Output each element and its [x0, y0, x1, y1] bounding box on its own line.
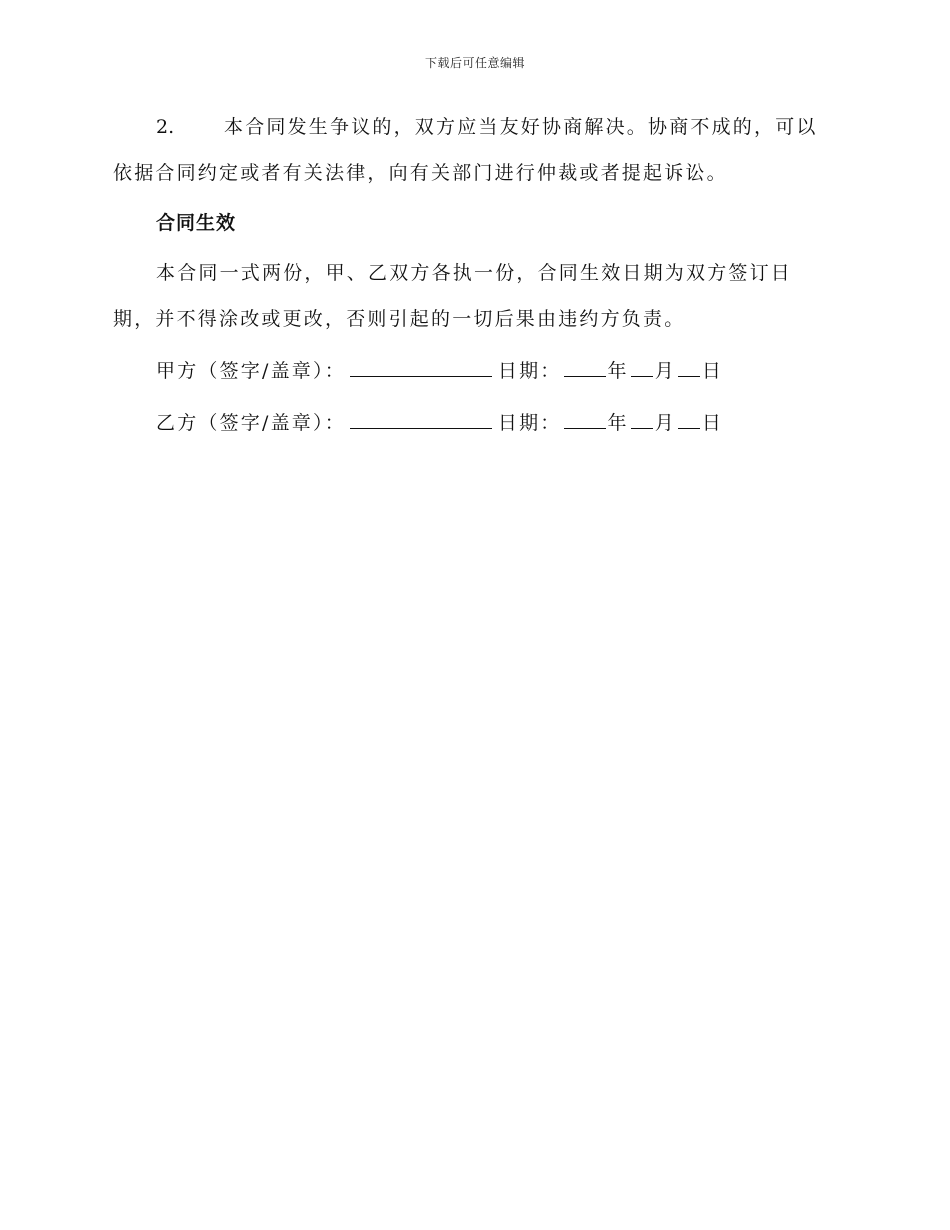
signature-line-party-a [156, 348, 833, 394]
section-title: 合同生效 [156, 212, 237, 234]
party-label: 乙方（签字/盖章）： [156, 412, 346, 434]
signature-blank[interactable] [350, 414, 492, 429]
signature-line-party-b [156, 400, 833, 446]
clause-2 [113, 104, 833, 196]
page-header: 下载后可任意编辑 [424, 56, 525, 70]
day-label: 日 [701, 412, 724, 434]
year-label: 年 [607, 412, 629, 434]
clause-2-text-2: 依据合同约定或者有关法律，向有关部门进行仲裁或者提起诉讼。 [113, 162, 728, 184]
day-blank[interactable] [678, 414, 700, 429]
date-label: 日期： [497, 412, 562, 434]
day-blank[interactable] [678, 362, 700, 377]
effect-text-2: 期，并不得涂改或更改，否则引起的一切后果由违约方负责。 [113, 308, 686, 330]
clause-2-first-line [113, 104, 833, 150]
year-blank[interactable] [564, 414, 606, 429]
clause-2-text-1: 本合同发生争议的，双方应当友好协商解决。协商不成的，可以 [224, 116, 818, 138]
month-label: 月 [654, 412, 676, 434]
clause-number: 2. [156, 116, 175, 138]
year-blank[interactable] [564, 362, 606, 377]
month-label: 月 [654, 360, 676, 382]
document-body [113, 104, 833, 446]
effect-text-1: 本合同一式两份，甲、乙双方各执一份，合同生效日期为双方签订日 [156, 262, 793, 284]
party-label: 甲方（签字/盖章）： [156, 360, 346, 382]
month-blank[interactable] [631, 414, 653, 429]
month-blank[interactable] [631, 362, 653, 377]
year-label: 年 [607, 360, 629, 382]
signature-blank[interactable] [350, 362, 492, 377]
date-label: 日期： [497, 360, 562, 382]
effect-paragraph [113, 250, 833, 342]
day-label: 日 [701, 360, 724, 382]
